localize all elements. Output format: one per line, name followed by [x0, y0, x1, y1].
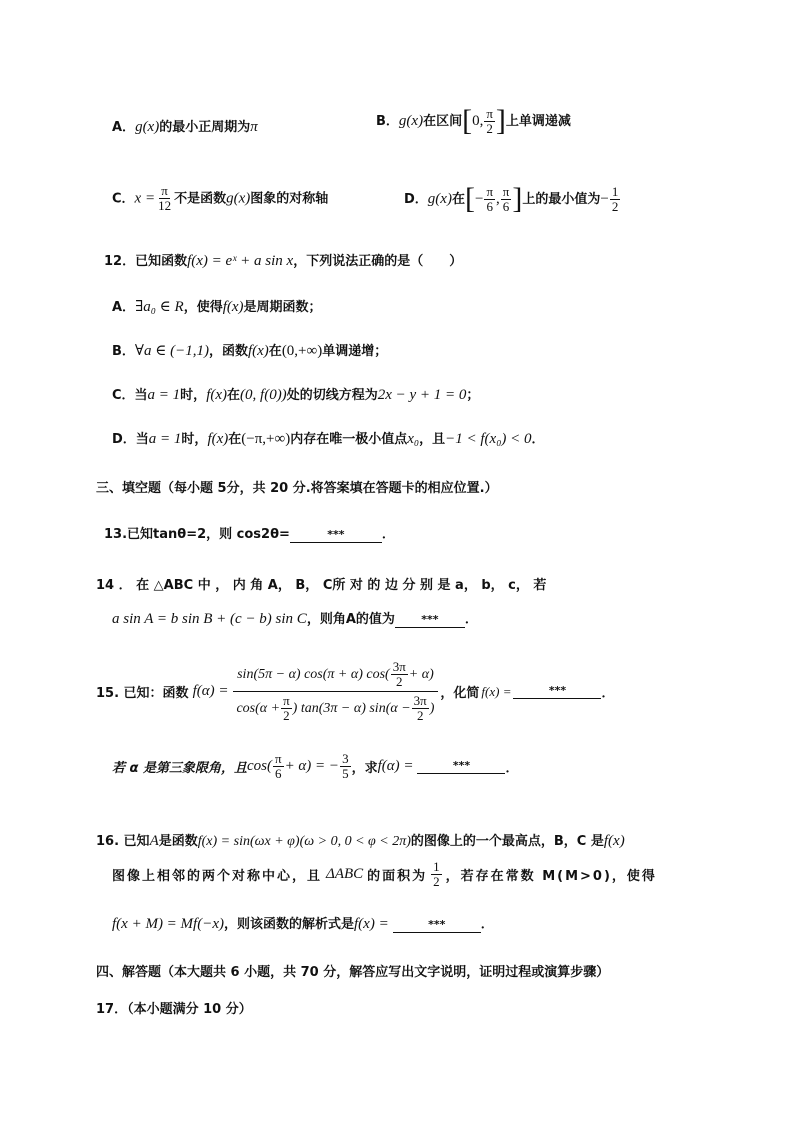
q11-option-a [112, 116, 372, 136]
q16-line-2 [112, 860, 657, 889]
option-text: 上单调递减 [505, 114, 571, 129]
math: x = [134, 190, 156, 207]
question-text: ，则角A的值为 [306, 612, 395, 627]
math: − [600, 191, 609, 207]
question-end: ． [381, 527, 395, 542]
fraction: $\frac{1}{2}$ [433, 859, 440, 889]
option-label: A． [112, 300, 136, 315]
question-text: 图像上相邻的两个对称中心，且 [112, 869, 323, 884]
q11-option-c [112, 184, 402, 213]
answer-blank: *** [290, 528, 382, 543]
question-text: ，求 [351, 761, 378, 776]
option-label: D．当 [112, 432, 149, 447]
math: a = 1 [147, 387, 181, 403]
question-text: ，下列说法正确的是（ ） [293, 254, 463, 269]
question-text: 若 α 是第三象限角，且 [112, 761, 247, 776]
answer-blank: *** [417, 759, 505, 774]
q14-line-2 [112, 608, 794, 628]
math: f(x) [207, 431, 229, 447]
q12-option-a [112, 296, 794, 316]
option-text: 在区间 [423, 114, 463, 129]
math: f(x) = [354, 916, 389, 932]
math: , [496, 191, 500, 207]
big-fraction [232, 660, 438, 723]
option-label: B． [376, 114, 399, 129]
fraction-numerator: sin(5π − α) cos(π + α) cos( $\frac{3\pi}{2}$ + α) [233, 660, 438, 692]
q17-title: 17．（本小题满分 10 分） [96, 1002, 252, 1017]
q11-option-d [404, 184, 734, 214]
q13 [104, 523, 794, 543]
option-text: ． [531, 432, 545, 447]
fraction: $\frac{\pi}{6}$ [502, 183, 510, 214]
math: a sin A = b sin B + (c − b) sin C [112, 611, 307, 627]
question-end: ． [464, 612, 478, 627]
math: g(x) [135, 119, 160, 135]
option-text: 图象的对称轴 [250, 191, 329, 207]
question-end: ． [505, 761, 519, 776]
option-text: 是周期函数； [243, 300, 322, 315]
math: g(x) [398, 113, 424, 129]
q15-line-2 [112, 752, 519, 781]
q12-stem [104, 250, 794, 270]
math: g(x) [226, 190, 251, 207]
question-text: 是函数 [158, 834, 198, 849]
bracket: ] [512, 182, 523, 215]
option-label: C．当 [112, 388, 148, 403]
fraction: $\frac{\pi}{12}$ [158, 183, 172, 213]
bracket: [ [462, 104, 473, 137]
math: 2x − y + 1 = 0 [377, 387, 467, 403]
math: f(x) [222, 299, 244, 315]
question-text: 13.已知tanθ=2，则 cos2θ= [104, 527, 290, 542]
q11-option-b [376, 106, 676, 136]
math: f(x) = eˣ + a sin x [187, 253, 294, 269]
q12-option-c [112, 384, 794, 404]
option-text: 处的切线方程为 [286, 388, 378, 403]
question-text: 的图像上的一个最高点，B，C 是 [410, 834, 604, 849]
option-text: 时， [181, 432, 208, 447]
option-text: 在 [228, 432, 242, 447]
math: (0, f(0)) [240, 387, 287, 403]
fraction: $\frac{3\pi}{2}$ [392, 659, 406, 689]
option-label: B． [112, 344, 135, 359]
math: f(α) = [192, 683, 229, 699]
q12-option-d [112, 428, 794, 448]
option-text: 内存在唯一极小值点 [290, 432, 408, 447]
option-text: 在 [451, 192, 465, 207]
fraction: $\frac{3}{5}$ [342, 751, 349, 781]
question-end: ． [480, 917, 494, 932]
bracket: ] [495, 104, 506, 137]
math: A [149, 833, 159, 849]
math: ΔABC [326, 866, 364, 882]
section-4-title: 四、解答题（本大题共 6 小题，共 70 分，解答应写出文字说明，证明过程或演算步骤） [96, 965, 610, 980]
answer-blank: *** [393, 918, 481, 933]
math: g(x) [427, 191, 452, 207]
math: f(x) = sin(ωx + φ)(ω > 0, 0 < φ < 2π) [197, 834, 411, 849]
fraction: $\frac{3\pi}{2}$ [413, 693, 427, 723]
question-text: ，则该函数的解析式是 [224, 917, 355, 932]
math: (0,+∞) [281, 343, 323, 359]
option-text: 时， [180, 388, 207, 403]
fraction: $\frac{\pi}{6}$ [486, 183, 494, 214]
math: − [474, 191, 484, 207]
section-3-title: 三、填空题（每小题 5分，共 20 分.将答案填在答题卡的相应位置.） [96, 481, 498, 496]
question-text: 的面积为 [367, 869, 428, 884]
question-label: 15. 已知：函数 [96, 686, 189, 701]
math: a = 1 [148, 431, 182, 447]
math: + α) = − [284, 758, 340, 774]
option-label: D． [404, 192, 428, 207]
answer-blank: *** [513, 684, 601, 699]
fraction-denominator: cos(α + $\frac{\pi}{2}$ ) tan(3π − α) sin(α − $\frac{3\pi}{2}$ ) [236, 693, 435, 723]
fraction: $\frac{1}{2}$ [611, 183, 619, 214]
q15-line-1 [96, 660, 615, 723]
option-text: 的最小正周期为 [159, 120, 251, 135]
math: −1 < f(x₀) < 0 [445, 431, 532, 447]
question-text: ，化简 [440, 686, 480, 701]
math: f(x) [247, 343, 269, 359]
answer-blank: *** [395, 613, 465, 628]
math: 0, [472, 113, 484, 129]
math: π [250, 119, 258, 135]
question-label: 16. 已知 [96, 834, 150, 849]
option-text: 不是函数 [174, 191, 227, 207]
q16-line-1 [96, 830, 794, 850]
math: ∀a ∈ (−1,1) [134, 343, 209, 359]
option-text: ； [466, 388, 480, 403]
math: f(α) = [377, 758, 414, 774]
question-text: ，若存在常数 M(M>0)，使得 [445, 869, 657, 884]
option-text: 在 [268, 344, 282, 359]
q14-line-1 [96, 574, 794, 593]
fraction: $\frac{\pi}{2}$ [283, 693, 290, 723]
bracket: [ [464, 182, 475, 215]
math: f(x) [206, 387, 228, 403]
fraction: $\frac{\pi}{6}$ [274, 751, 282, 781]
option-text: 单调递增； [322, 344, 388, 359]
q12-option-b [112, 340, 794, 360]
option-text: 上的最小值为 [522, 192, 601, 207]
question-text: 14 ． 在 △ABC 中 ， 内 角 A， B， C所 对 的 边 分 别 是 a， b， c， 若 [96, 578, 547, 593]
math: x₀ [407, 431, 420, 447]
math: f(x) [603, 833, 625, 849]
math: cos( [246, 758, 272, 774]
math: (−π,+∞) [241, 431, 291, 447]
math: ∃a₀ ∈ R [135, 299, 184, 315]
option-label: A． [112, 120, 136, 135]
math: f(x) = [481, 683, 512, 699]
option-text: ，使得 [183, 300, 223, 315]
option-text: ，且 [419, 432, 446, 447]
fraction: $\frac{\pi}{2}$ [486, 105, 493, 136]
math: f(x + M) = Mf(−x) [112, 916, 224, 932]
question-end: ． [601, 686, 615, 701]
q16-line-3 [112, 913, 794, 933]
option-label: C． [112, 191, 135, 207]
option-text: ，函数 [208, 344, 248, 359]
question-label: 12．已知函数 [104, 254, 188, 269]
option-text: 在 [227, 388, 241, 403]
